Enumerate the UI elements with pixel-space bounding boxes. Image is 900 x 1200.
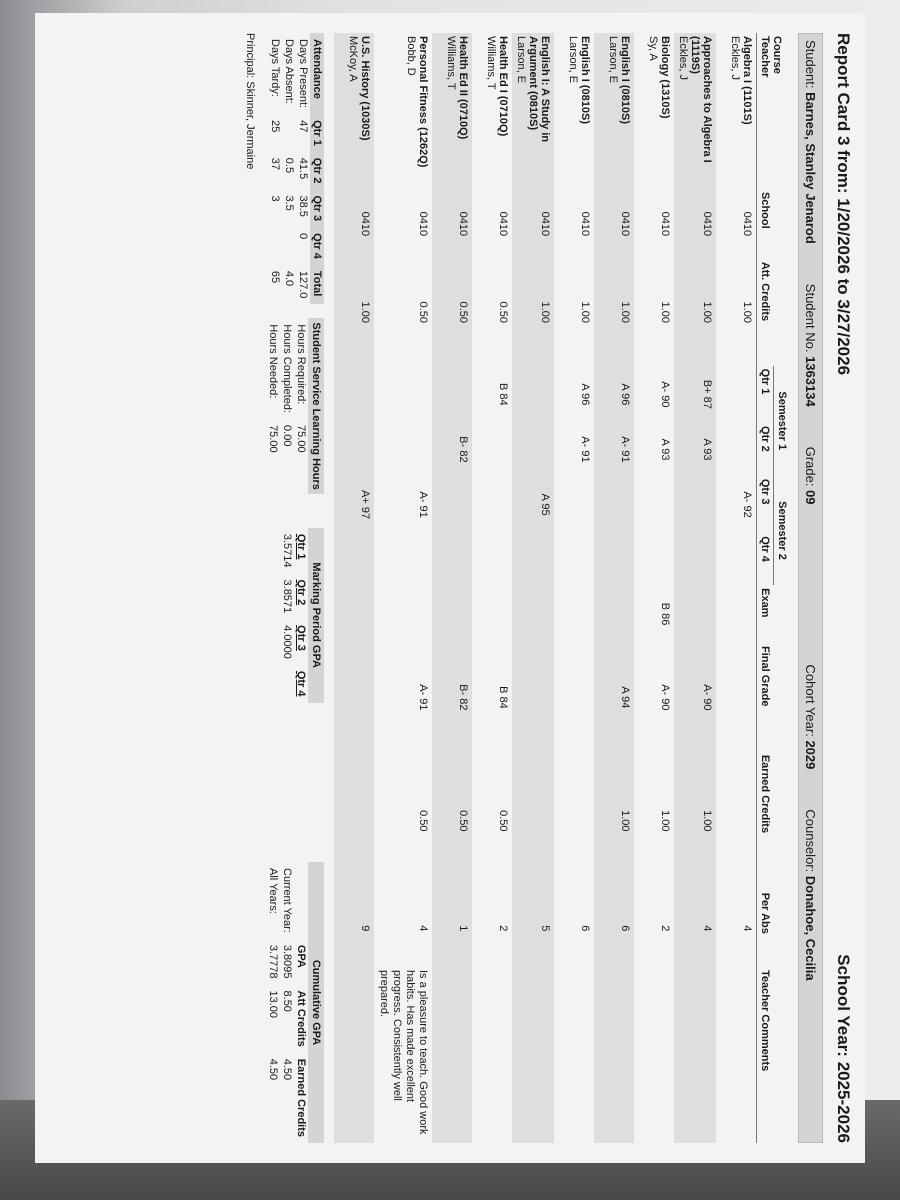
- teacher-name: McKoy, A: [347, 36, 359, 82]
- cell-final: B 84: [497, 686, 509, 709]
- cell-final: B- 82: [432, 643, 472, 752]
- course-row: [472, 33, 512, 1143]
- cell-earned: [554, 752, 594, 890]
- course-cell: [472, 33, 512, 189]
- report-card-sheet: [35, 13, 865, 1163]
- cell-abs: 6: [579, 925, 591, 932]
- course-cell: [634, 33, 674, 189]
- teacher-comment: [334, 967, 374, 1143]
- cell-q3: [634, 476, 674, 533]
- course-row: [334, 33, 374, 1143]
- cell-earned: 0.50: [432, 752, 472, 890]
- attendance-header: Attendance Qtr 1 Qtr 2 Qtr 3 Qtr 4 Total: [310, 33, 324, 304]
- cell-q2: [472, 423, 512, 476]
- course-cell: [432, 33, 472, 189]
- cell-q3: [432, 476, 472, 533]
- attendance-title: Attendance: [311, 39, 323, 99]
- cohort-year: Cohort Year: 2029: [803, 664, 818, 770]
- cell-q4: [374, 533, 432, 585]
- cell-abs: 4: [741, 925, 753, 932]
- cell-earned: 1.00: [674, 752, 716, 890]
- cell-abs: 6: [594, 890, 634, 967]
- col-qtr3: Qtr 3: [757, 476, 774, 533]
- service-title: Student Service Learning Hours: [308, 318, 324, 493]
- col-qtr4: Qtr 4: [757, 533, 774, 585]
- teacher-name: Sy, A: [647, 36, 659, 61]
- course-name: English I: A Study in Argument (0810S): [527, 36, 551, 143]
- cell-q3: A 95: [512, 476, 554, 533]
- cell-q4: [554, 533, 594, 585]
- col-final-grade: Final Grade: [757, 643, 791, 752]
- cell-school: 0410: [432, 189, 472, 259]
- cell-abs: 4: [417, 925, 429, 932]
- teacher-name: Williams, T: [445, 36, 457, 90]
- cell-q4: [674, 533, 716, 585]
- cell-earned: 1.00: [594, 752, 634, 890]
- cell-earned: [334, 752, 374, 890]
- mp-gpa-title: Marking Period GPA: [308, 528, 324, 703]
- cell-earned: 0.50: [417, 810, 429, 832]
- col-semester1: Semester 1: [774, 366, 791, 476]
- col-teacher-comments: Teacher Comments: [757, 967, 791, 1143]
- teacher-comment: [634, 967, 674, 1143]
- teacher-comment: [432, 967, 472, 1143]
- cell-school: 0410: [594, 189, 634, 259]
- cell-att: 1.00: [579, 301, 591, 323]
- course-row: [634, 33, 674, 1143]
- col-earned-credits: Earned Credits: [757, 752, 791, 890]
- counselor: Counselor: Donahoe, Cecilia: [803, 809, 818, 981]
- cell-q1: [716, 366, 757, 423]
- cell-exam: [472, 585, 512, 643]
- cell-q4: [594, 533, 634, 585]
- cell-exam: [594, 585, 634, 643]
- cell-q1: A- 90: [659, 381, 671, 408]
- attendance-row: Days Present: 47 41.5 38.5 0 127.0: [297, 39, 309, 299]
- course-cell: [334, 33, 374, 189]
- cell-q3: A+ 97: [334, 476, 374, 533]
- cell-exam: [716, 585, 757, 643]
- service-table: [266, 318, 308, 458]
- cell-q4: [334, 533, 374, 585]
- cell-q2: A 93: [659, 438, 671, 461]
- cell-q1: [432, 366, 472, 423]
- teacher-comment: [716, 967, 757, 1143]
- cell-q2: [512, 423, 554, 476]
- course-name: English I (0810S): [579, 36, 591, 125]
- course-name: English I (0810S): [619, 36, 631, 125]
- teacher-comment: [594, 967, 634, 1143]
- cell-q3: [472, 476, 512, 533]
- cell-att: 1.00: [674, 259, 716, 366]
- teacher-comment: [674, 967, 716, 1143]
- teacher-name: Larson, E: [515, 36, 527, 84]
- col-school: School: [757, 189, 791, 259]
- teacher-comment: [554, 967, 594, 1143]
- course-cell: [594, 33, 634, 189]
- cell-abs: 5: [512, 890, 554, 967]
- cell-q4: [512, 533, 554, 585]
- course-name: Biology (1310S): [659, 36, 671, 119]
- cell-q1: A 96: [579, 383, 591, 406]
- col-qtr1: Qtr 1: [757, 366, 774, 423]
- cumulative-gpa-box: [266, 862, 324, 1143]
- cell-abs: 4: [674, 890, 716, 967]
- marking-period-gpa-box: [266, 528, 324, 703]
- cell-q2: A- 91: [594, 423, 634, 476]
- attendance-row: Days Absent: 0.5 3.5 4.0: [283, 39, 295, 287]
- cell-exam: [374, 585, 432, 643]
- teacher-comment: Is a pleasure to teach. Good work habits. Has made excellent progress. Consistently well prepared.: [378, 970, 429, 1135]
- cell-school: 0410: [417, 211, 429, 237]
- attendance-box: [266, 33, 324, 304]
- service-row: Hours Needed: 75.00: [267, 324, 279, 453]
- attendance-table: [268, 33, 324, 304]
- cell-q2: B- 82: [432, 423, 472, 476]
- grades-table: [334, 33, 790, 1143]
- course-cell: [512, 33, 554, 189]
- student-name: Student: Barnes, Stanley Jenarod: [803, 40, 818, 244]
- cell-q4: [634, 533, 674, 585]
- cell-exam: [334, 585, 374, 643]
- cell-final: A- 90: [674, 643, 716, 752]
- cell-q3: A- 91: [417, 491, 429, 518]
- cell-earned: 0.50: [497, 810, 509, 832]
- cell-att: 1.00: [512, 259, 554, 366]
- cell-final: [512, 643, 554, 752]
- cell-school: 0410: [674, 189, 716, 259]
- cell-abs: 2: [659, 925, 671, 932]
- cell-q2: [334, 423, 374, 476]
- grade-rows: [334, 33, 757, 1143]
- cell-abs: 9: [334, 890, 374, 967]
- course-row: [716, 33, 757, 1143]
- cell-school: 0410: [741, 211, 753, 237]
- cell-q4: [716, 533, 757, 585]
- attendance-row: Days Tardy: 25 37 3 65: [269, 39, 281, 284]
- col-exam: Exam: [757, 585, 791, 643]
- cell-school: 0410: [659, 211, 671, 237]
- course-row: [674, 33, 716, 1143]
- title-row: [833, 33, 853, 1143]
- col-semester2: Semester 2: [774, 476, 791, 585]
- cell-att: 0.50: [497, 301, 509, 323]
- teacher-name: Williams, T: [485, 36, 497, 90]
- teacher-name: Larson, E: [567, 36, 579, 84]
- cell-final: A- 91: [417, 684, 429, 711]
- course-row: [374, 33, 432, 1143]
- mp-gpa-table: Qtr 1 Qtr 2 Qtr 3 Qtr 4 3.5714 3.8571 4.0000: [281, 533, 307, 697]
- cell-q2: A- 91: [579, 436, 591, 463]
- cell-final: A- 90: [659, 684, 671, 711]
- cell-exam: [554, 585, 594, 643]
- course-name: Approaches to Algebra I (1119S): [689, 36, 713, 163]
- cell-school: 0410: [334, 189, 374, 259]
- col-att-credits: Att. Credits: [757, 259, 791, 366]
- course-row: [512, 33, 554, 1143]
- course-cell: [674, 33, 716, 189]
- col-per-abs: Per Abs: [757, 890, 791, 967]
- course-cell: [554, 33, 594, 189]
- cell-att: 0.50: [432, 259, 472, 366]
- cell-final: [716, 643, 757, 752]
- cell-q2: A 93: [674, 423, 716, 476]
- course-name: Health Ed I (0710Q): [497, 36, 509, 137]
- teacher-name: Larson, E: [607, 36, 619, 84]
- service-row: Hours Completed: 0.00: [281, 324, 293, 447]
- cell-earned: 1.00: [659, 810, 671, 832]
- student-number: Student No. 1363134: [803, 283, 818, 407]
- cell-att: 1.00: [594, 259, 634, 366]
- cell-exam: [432, 585, 472, 643]
- cell-att: 1.00: [741, 301, 753, 323]
- cell-q3: [674, 476, 716, 533]
- course-row: [432, 33, 472, 1143]
- cell-att: 1.00: [659, 301, 671, 323]
- cell-q1: A 96: [594, 366, 634, 423]
- cum-gpa-table: GPA Att Credits Earned Credits Current Year: 3.8095 8.50 4.50 All Years: 3.7778 13.00 4.50: [266, 862, 308, 1143]
- cell-school: 0410: [497, 211, 509, 237]
- cell-q4: [472, 533, 512, 585]
- col-qtr2: Qtr 2: [757, 423, 774, 476]
- cell-q4: [432, 533, 472, 585]
- cell-exam: B 86: [659, 602, 671, 626]
- summary-section: [266, 33, 324, 1143]
- cell-school: 0410: [579, 211, 591, 237]
- cell-earned: [512, 752, 554, 890]
- report-title: Report Card 3 from: 1/20/2026 to 3/27/2026: [834, 33, 853, 376]
- cell-q1: [374, 366, 432, 423]
- cell-q3: [594, 476, 634, 533]
- student-grade: Grade: 09: [803, 446, 818, 505]
- cell-school: 0410: [512, 189, 554, 259]
- cell-q1: [334, 366, 374, 423]
- cum-gpa-row: All Years: 3.7778 13.00 4.50: [267, 868, 279, 1081]
- cell-q3: [554, 476, 594, 533]
- teacher-name: Eckles, J: [729, 36, 741, 81]
- course-name: Health Ed II (0710Q): [457, 36, 469, 140]
- cell-q2: [374, 423, 432, 476]
- cell-att: 0.50: [417, 301, 429, 323]
- teacher-name: Eckles, J: [677, 36, 689, 81]
- course-row: [554, 33, 594, 1143]
- teacher-name: Bobb, D: [405, 36, 417, 76]
- course-name: U.S. History (1030S): [359, 36, 371, 141]
- cell-exam: [674, 585, 716, 643]
- cell-final: [554, 643, 594, 752]
- cell-abs: 1: [432, 890, 472, 967]
- service-hours-box: [266, 318, 324, 493]
- cell-final: A 94: [594, 643, 634, 752]
- course-name: Personal Fitness (1262Q): [417, 36, 429, 168]
- course-row: [594, 33, 634, 1143]
- cell-exam: [512, 585, 554, 643]
- cell-q3: A- 92: [741, 491, 753, 518]
- course-cell: [374, 33, 432, 189]
- cum-gpa-row: Current Year: 3.8095 8.50 4.50: [281, 868, 293, 1081]
- school-year: School Year: 2025-2026: [834, 954, 853, 1143]
- teacher-comment: [472, 967, 512, 1143]
- cell-final: [334, 643, 374, 752]
- course-cell: [716, 33, 757, 189]
- cell-abs: 2: [497, 925, 509, 932]
- student-info-bar: [798, 33, 823, 1143]
- cell-q2: [716, 423, 757, 476]
- cell-earned: [716, 752, 757, 890]
- cum-gpa-title: Cumulative GPA: [308, 862, 324, 1143]
- col-course: Course Teacher: [757, 33, 791, 189]
- cell-q1: B+ 87: [674, 366, 716, 423]
- cell-q1: [512, 366, 554, 423]
- principal-name: Principal: Skinner, Jermaine: [244, 33, 256, 170]
- service-row: Hours Required: 75.00: [295, 324, 307, 453]
- cell-att: 1.00: [334, 259, 374, 366]
- teacher-comment: [512, 967, 554, 1143]
- cell-q1: B 84: [497, 383, 509, 406]
- course-name: Algebra I (1101S): [741, 36, 753, 125]
